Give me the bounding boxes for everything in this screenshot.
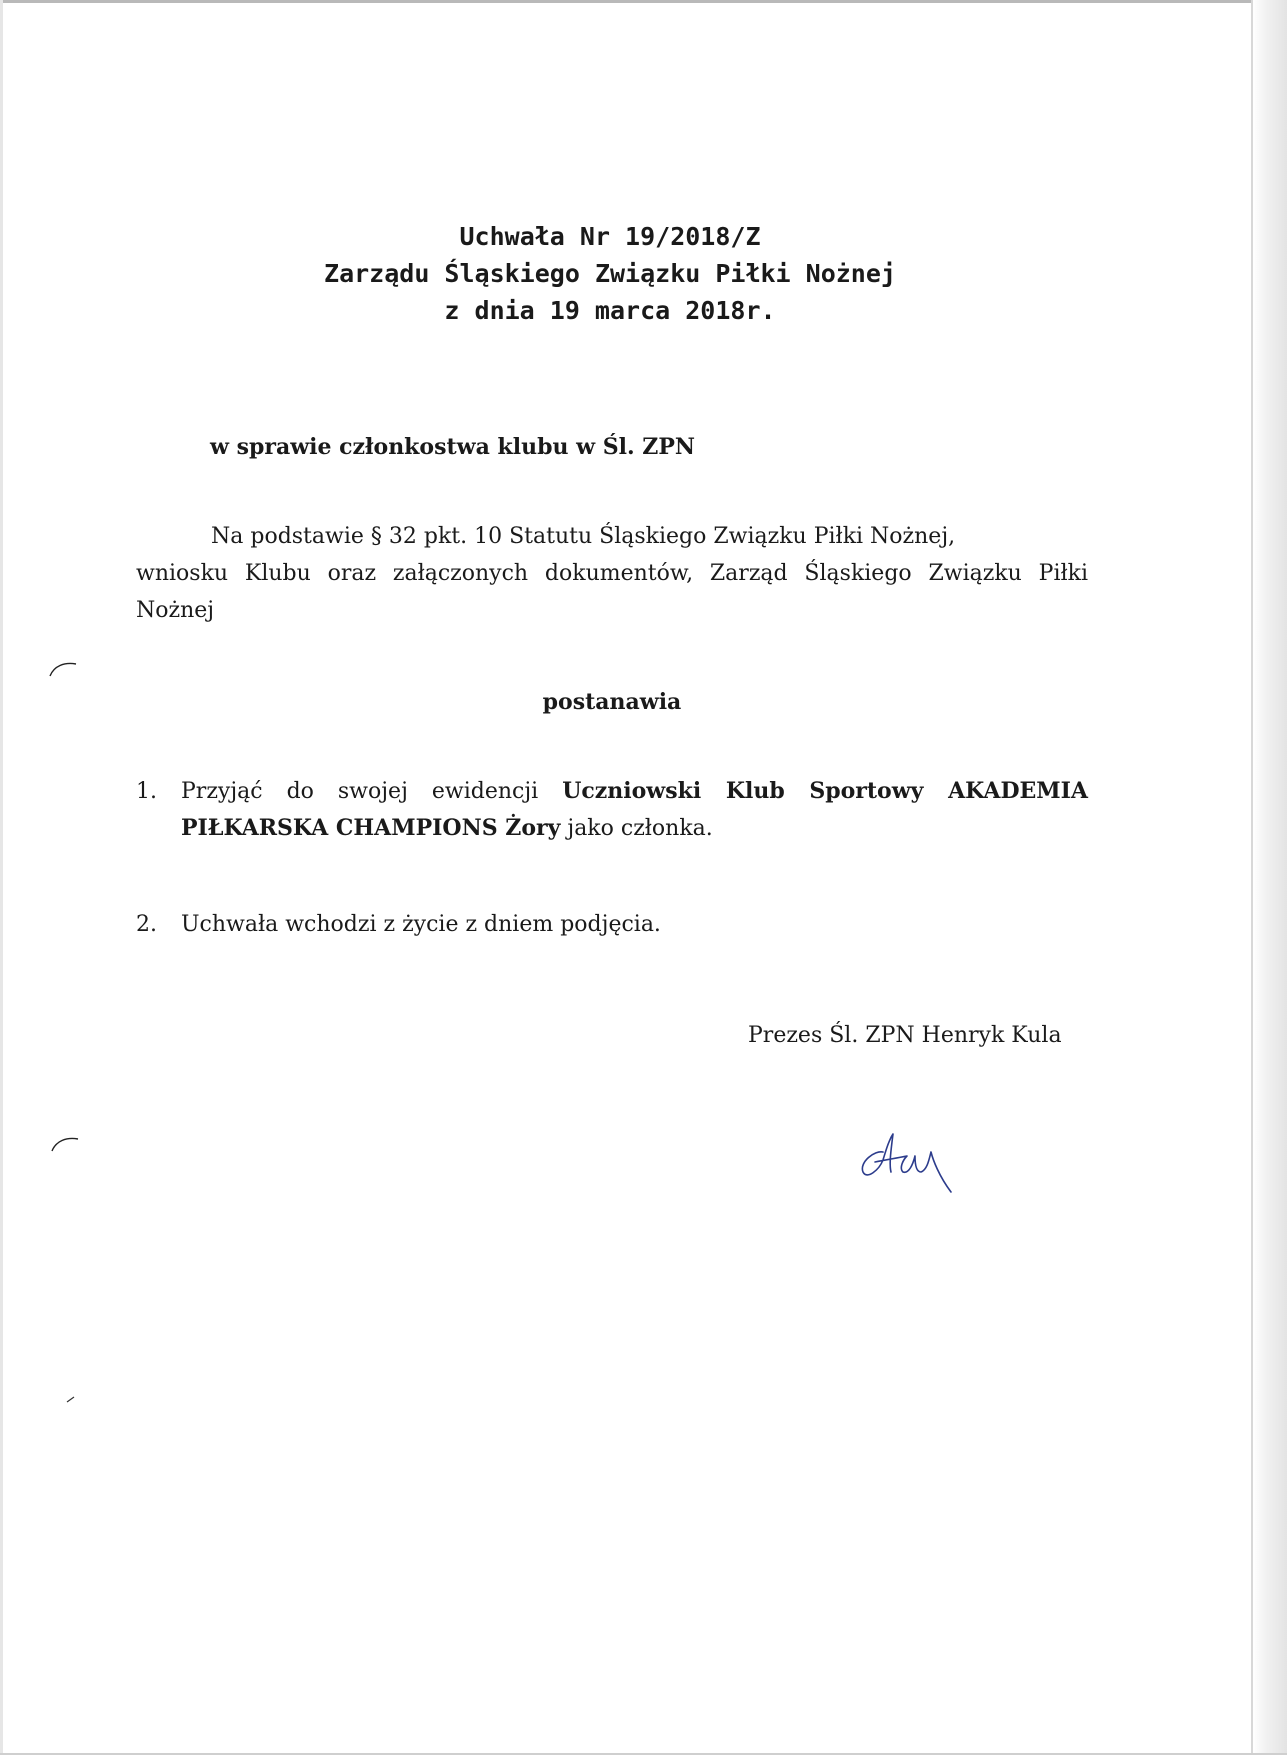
- item-text-after: jako członka.: [560, 816, 713, 841]
- resolution-item-1: [136, 773, 1088, 847]
- signatory-line: Prezes Śl. ZPN Henryk Kula: [748, 1023, 1062, 1048]
- resolution-item-2: [136, 906, 1088, 943]
- punch-hole-mark-lower: [50, 1135, 80, 1153]
- item-text: [181, 773, 1088, 847]
- club-name: Uczniowski Klub Sportowy AKADEMIA PIŁKARSKA CHAMPIONS Żory: [181, 778, 1089, 841]
- item-text: Uchwała wchodzi z życie z dniem podjęcia.: [181, 912, 661, 937]
- item-number: 2.: [136, 912, 157, 937]
- resolution-number: Uchwała Nr 19/2018/Z: [459, 222, 761, 251]
- scan-edge-right: [1253, 0, 1287, 1755]
- resolution-date: z dnia 19 marca 2018r.: [444, 296, 776, 325]
- scan-edge-top: [0, 0, 1287, 3]
- item-text-before: Przyjąć do swojej ewidencji: [181, 779, 563, 804]
- preamble-paragraph: [136, 518, 1088, 629]
- decision-heading: postanawia: [542, 689, 682, 715]
- preamble-first-line: Na podstawie § 32 pkt. 10 Statutu Śląskiego Związku Piłki Nożnej,: [211, 524, 956, 549]
- handwritten-signature: [855, 1120, 965, 1200]
- resolution-title: [0, 218, 1220, 329]
- punch-hole-mark-upper: [48, 660, 78, 678]
- scan-speck: [66, 1395, 76, 1403]
- resolution-subject: w sprawie członkostwa klubu w Śl. ZPN: [210, 434, 696, 460]
- preamble-rest: wniosku Klubu oraz załączonych dokumentów, Zarząd Śląskiego Związku Piłki Nożnej: [136, 561, 1088, 623]
- item-number: 1.: [136, 779, 157, 804]
- resolution-issuer: Zarządu Śląskiego Związku Piłki Nożnej: [324, 259, 896, 288]
